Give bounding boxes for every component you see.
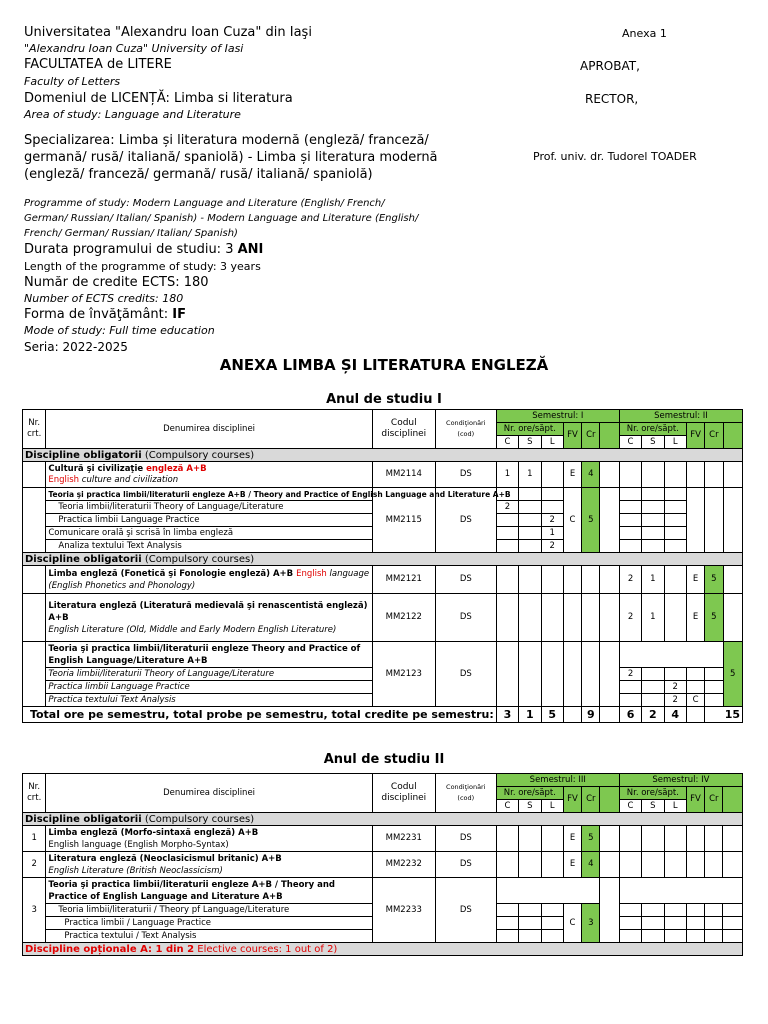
table-row (23, 852, 743, 878)
hours-s: 1 (642, 566, 664, 594)
annex-number: Anexa 1 (622, 27, 667, 40)
credits: 5 (705, 594, 723, 642)
hours-s: 1 (519, 462, 541, 488)
section-compulsory: Discipline obligatorii (Compulsory courses) (23, 449, 743, 462)
evaluation-form: E (686, 594, 704, 642)
section-row (23, 449, 743, 462)
sub-discipline: Practica textului Text Analysis (46, 694, 372, 707)
domain-ro: Domeniul de LICENȚĂ: Limba si literatura (24, 91, 293, 106)
totals-row (23, 707, 743, 723)
year2-curriculum-table (22, 773, 743, 956)
sub-discipline: Teoria limbii/literaturii Theory of Language/Literature (46, 668, 372, 681)
l-header: L (541, 436, 563, 449)
hours-l: 2 (541, 540, 563, 553)
semester-4-header: Semestrul: IV (619, 774, 742, 787)
cr-header-s1: Cr (582, 423, 600, 449)
col-nr-crt: Nr. crt. (23, 774, 46, 813)
year1-curriculum-table (22, 409, 743, 723)
cr-header-s3: Cr (582, 787, 600, 813)
semester-3-header: Semestrul: III (496, 774, 619, 787)
s-header: S (519, 800, 541, 813)
hours-header-s4: Nr. ore/săpt. (619, 787, 686, 800)
section-elective: Discipline opționale A: 1 din 2 Elective courses: 1 out of 2) (23, 943, 743, 956)
discipline-condition: DS (435, 878, 496, 943)
discipline-code: MM2233 (372, 878, 435, 943)
hours-c: 2 (496, 501, 518, 514)
col-conditions: Condiţionări (cod) (435, 774, 496, 813)
rector-name: Prof. univ. dr. Tudorel TOADER (533, 150, 697, 163)
discipline-name: Limba engleză (Morfo-sintaxă engleză) A+B English language (English Morpho-Syntax) (46, 826, 372, 852)
col-code: Codul disciplinei (372, 410, 435, 449)
faculty-ro: FACULTATEA de LITERE (24, 57, 172, 72)
sub-discipline: Analiza textului Text Analysis (46, 540, 372, 553)
semester-2-header: Semestrul: II (619, 410, 742, 423)
fv-header-s2: FV (686, 423, 704, 449)
form-en: Mode of study: Full time education (24, 324, 215, 337)
c-header: C (619, 436, 641, 449)
l-header: L (664, 436, 686, 449)
credits: 5 (705, 566, 723, 594)
discipline-condition: DS (435, 462, 496, 488)
s-header: S (642, 800, 664, 813)
total-l-s2: 4 (664, 707, 686, 723)
university-name-ro: Universitatea "Alexandru Ioan Cuza" din Iaşi (24, 25, 312, 40)
discipline-code: MM2231 (372, 826, 435, 852)
approved-label: APROBAT, (580, 59, 640, 73)
hours-header-s2: Nr. ore/săpt. (619, 423, 686, 436)
col-discipline-name: Denumirea disciplinei (46, 410, 372, 449)
specialization: Specializarea: Limba și literatura modernă (engleză/ franceză/ germană/ rusă/ italiană/ spaniolă) - Limba și literatura modernă (engleză/ franceză/ germană/ rusă/ italiană/ spaniolă) (24, 133, 438, 182)
discipline-code: MM2121 (372, 566, 435, 594)
hours-l: 2 (664, 681, 686, 694)
programme-of-study: Programme of study: Modern Language and Literature (English/ French/ German/ Russian/ Italian/ Spanish) - Modern Language and Literature (English/ French/ German/ Russian/ Italian/ Spanish) (24, 198, 419, 239)
hours-c: 2 (619, 566, 641, 594)
discipline-name: Limba engleză (Fonetică şi Fonologie engleză) A+B English language (English Phonetics and Phonology) (46, 566, 372, 594)
ects-en: Number of ECTS credits: 180 (24, 292, 184, 305)
evaluation-form: E (563, 826, 581, 852)
fv-header-s1: FV (563, 423, 581, 449)
discipline-condition: DS (435, 488, 496, 553)
row-number: 1 (23, 826, 46, 852)
faculty-en: Faculty of Letters (24, 75, 121, 88)
row-number: 2 (23, 852, 46, 878)
sub-discipline: Comunicare orală şi scrisă în limba engleză (46, 527, 372, 540)
discipline-code: MM2122 (372, 594, 435, 642)
credits: 5 (582, 826, 600, 852)
sub-discipline: Teoria limbii/literaturii Theory of Language/Literature (46, 501, 372, 514)
totals-label: Total ore pe semestru, total probe pe semestru, total credite pe semestru: (23, 707, 497, 723)
discipline-code: MM2123 (372, 642, 435, 707)
c-header: C (496, 436, 518, 449)
table-row (23, 488, 743, 501)
sub-discipline: Practica textului / Text Analysis (46, 930, 372, 943)
s-header: S (642, 436, 664, 449)
discipline-name: Literatura engleză (Neoclasicismul britanic) A+B English Literature (British Neoclassicism) (46, 852, 372, 878)
discipline-code: MM2115 (372, 488, 435, 553)
sub-discipline: Practica limbii Language Practice (46, 514, 372, 527)
l-header: L (541, 800, 563, 813)
discipline-name: Teoria şi practica limbii/literaturii engleze Theory and Practice of English Language/Literature A+B (46, 642, 372, 668)
year2-title: Anul de studiu II (323, 752, 445, 767)
discipline-condition: DS (435, 594, 496, 642)
discipline-name: Cultură şi civilizaţie engleză A+B English culture and civilization (46, 462, 372, 488)
discipline-condition: DS (435, 852, 496, 878)
discipline-condition: DS (435, 826, 496, 852)
section-row (23, 943, 743, 956)
table-row (23, 594, 743, 642)
year1-title: Anul de studiu I (326, 392, 442, 407)
discipline-name: Teoria şi practica limbii/literaturii engleze A+B / Theory and Practice of English Language and Literature A+B (46, 878, 372, 904)
credits: 5 (582, 488, 600, 553)
section-row (23, 813, 743, 826)
evaluation-form: E (563, 852, 581, 878)
ects-ro: Număr de credite ECTS: 180 (24, 275, 209, 290)
discipline-code: MM2232 (372, 852, 435, 878)
duration-ro: Durata programului de studiu: 3 ANI (24, 242, 264, 257)
hours-c: 2 (619, 594, 641, 642)
discipline-name: Teoria şi practica limbii/literaturii engleze A+B / Theory and Practice of English Language and Literature A+B (46, 488, 372, 501)
main-title: ANEXA LIMBA ȘI LITERATURA ENGLEZĂ (219, 356, 549, 374)
cr-header-s4: Cr (705, 787, 723, 813)
hours-header-s1: Nr. ore/săpt. (496, 423, 563, 436)
c-header: C (496, 800, 518, 813)
domain-en: Area of study: Language and Literature (24, 108, 241, 121)
section-compulsory: Discipline obligatorii (Compulsory courses) (23, 553, 743, 566)
hours-c: 2 (619, 668, 641, 681)
cr-header-s2: Cr (705, 423, 723, 449)
form-ro: Forma de învăţământ: IF (24, 307, 186, 322)
total-c-s1: 3 (496, 707, 518, 723)
evaluation-form: E (686, 566, 704, 594)
semester-1-header: Semestrul: I (496, 410, 619, 423)
table-row (23, 642, 743, 668)
evaluation-form: C (563, 904, 581, 943)
table-row (23, 462, 743, 488)
hours-header-s3: Nr. ore/săpt. (496, 787, 563, 800)
total-credits-s2: 15 (705, 707, 743, 723)
evaluation-form: C (686, 694, 704, 707)
discipline-code: MM2114 (372, 462, 435, 488)
sub-discipline: Practica limbii / Language Practice (46, 917, 372, 930)
rector-label: RECTOR, (585, 92, 639, 106)
col-nr-crt: Nr. crt. (23, 410, 46, 449)
col-conditions: Condiţionări (cod) (435, 410, 496, 449)
evaluation-form: C (563, 488, 581, 553)
credits: 3 (582, 904, 600, 943)
col-code: Codul disciplinei (372, 774, 435, 813)
hours-l: 2 (664, 694, 686, 707)
discipline-name: Literatura engleză (Literatură medievală şi renascentistă engleză) A+B English Literature (Old, Middle and Early Modern English Literature) (46, 594, 372, 642)
credits: 4 (582, 462, 600, 488)
section-row (23, 553, 743, 566)
hours-c: 1 (496, 462, 518, 488)
row-number: 3 (23, 878, 46, 943)
total-s-s1: 1 (519, 707, 541, 723)
table-row (23, 878, 743, 904)
sub-discipline: Teoria limbii/literaturii / Theory pf Language/Literature (46, 904, 372, 917)
hours-s: 1 (642, 594, 664, 642)
evaluation-form: E (563, 462, 581, 488)
total-c-s2: 6 (619, 707, 641, 723)
total-l-s1: 5 (541, 707, 563, 723)
hours-l: 2 (541, 514, 563, 527)
discipline-condition: DS (435, 642, 496, 707)
l-header: L (664, 800, 686, 813)
table-row (23, 826, 743, 852)
c-header: C (619, 800, 641, 813)
total-credits-s1: 9 (582, 707, 600, 723)
credits: 4 (582, 852, 600, 878)
credits: 5 (723, 642, 742, 707)
col-discipline-name: Denumirea disciplinei (46, 774, 372, 813)
table-row (23, 566, 743, 594)
total-s-s2: 2 (642, 707, 664, 723)
university-name-en: "Alexandru Ioan Cuza" University of Iasi (24, 42, 244, 55)
fv-header-s4: FV (686, 787, 704, 813)
s-header: S (519, 436, 541, 449)
section-compulsory: Discipline obligatorii (Compulsory courses) (23, 813, 743, 826)
year1-header-row-1 (23, 410, 743, 423)
series: Seria: 2022-2025 (24, 340, 128, 354)
duration-en: Length of the programme of study: 3 years (24, 260, 261, 273)
hours-l: 1 (541, 527, 563, 540)
sub-discipline: Practica limbii Language Practice (46, 681, 372, 694)
fv-header-s3: FV (563, 787, 581, 813)
discipline-condition: DS (435, 566, 496, 594)
year2-header-row-1 (23, 774, 743, 787)
